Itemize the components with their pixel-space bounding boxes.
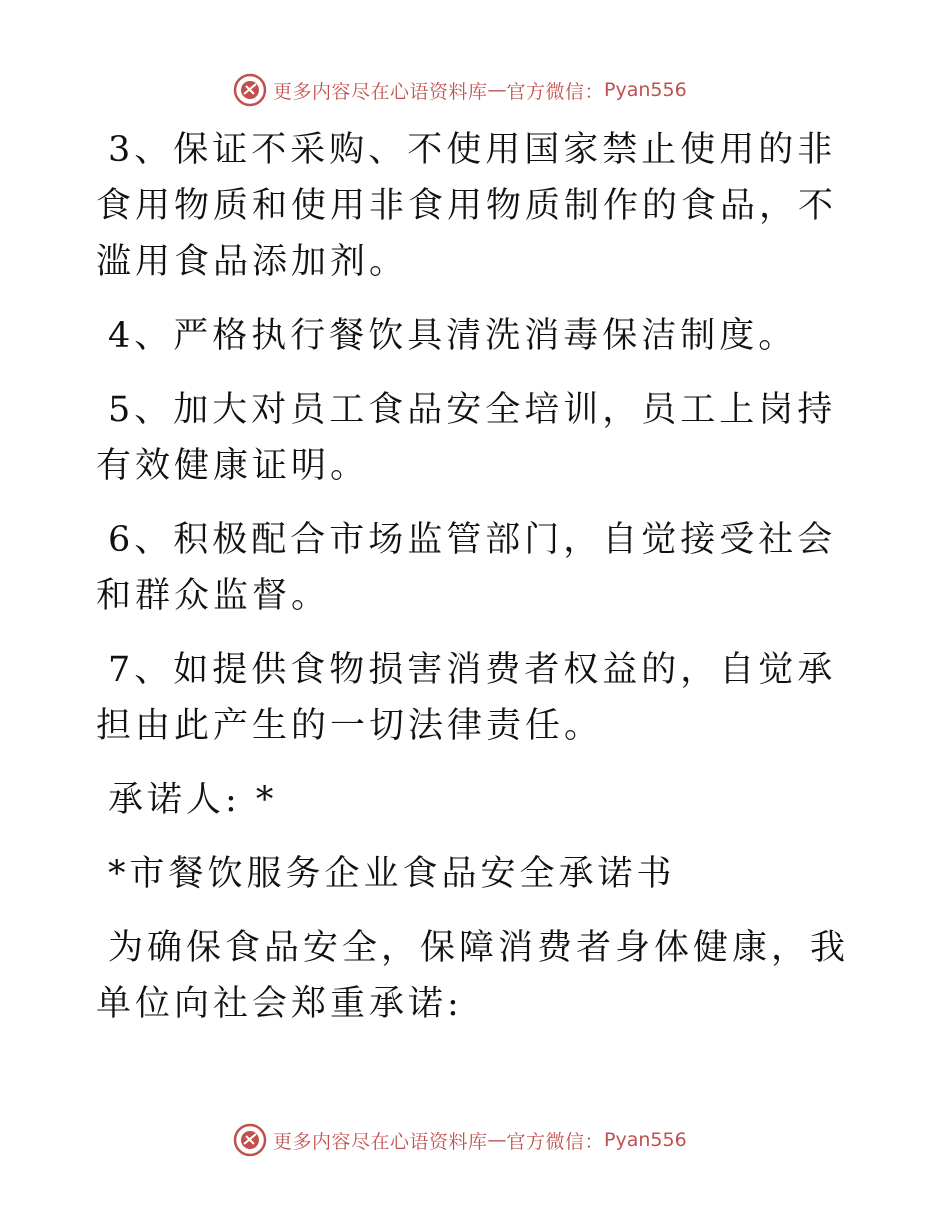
promisor-line: 承诺人: * (108, 780, 278, 820)
paragraph-item-4: 4、严格执行餐饮具清洗消毒保洁制度。 (108, 316, 798, 356)
paragraph-item-5: 5、加大对员工食品安全培训，员工上岗持有效健康证明。 (96, 390, 837, 486)
intro-paragraph: 为确保食品安全，保障消费者身体健康，我单位向社会郑重承诺: (96, 928, 850, 1024)
watermark-dash: — (487, 79, 507, 101)
seal-logo-icon (233, 73, 267, 107)
watermark-text: 更多内容尽在心语资料库 (273, 80, 488, 103)
watermark-wechat-label: 官方微信： (506, 80, 605, 103)
watermark-text: 更多内容尽在心语资料库 (273, 1130, 488, 1153)
paragraph-item-3: 3、保证不采购、不使用国家禁止使用的非食用物质和使用非食用物质制作的食品，不滥用食品添加剂。 (96, 130, 838, 282)
document-title: *市餐饮服务企业食品安全承诺书 (108, 854, 676, 894)
paragraph-item-7: 7、如提供食物损害消费者权益的，自觉承担由此产生的一切法律责任。 (96, 650, 837, 746)
watermark-wechat-id: Pyan556 (604, 1129, 687, 1151)
watermark-wechat-label: 官方微信： (506, 1130, 605, 1153)
footer-watermark (233, 1120, 687, 1160)
watermark-dash: — (487, 1129, 507, 1151)
document-body (96, 122, 856, 1050)
watermark-wechat-id: Pyan556 (604, 79, 687, 101)
header-watermark (233, 70, 687, 110)
paragraph-item-6: 6、积极配合市场监管部门，自觉接受社会和群众监督。 (96, 520, 837, 616)
seal-logo-icon (233, 1123, 267, 1157)
